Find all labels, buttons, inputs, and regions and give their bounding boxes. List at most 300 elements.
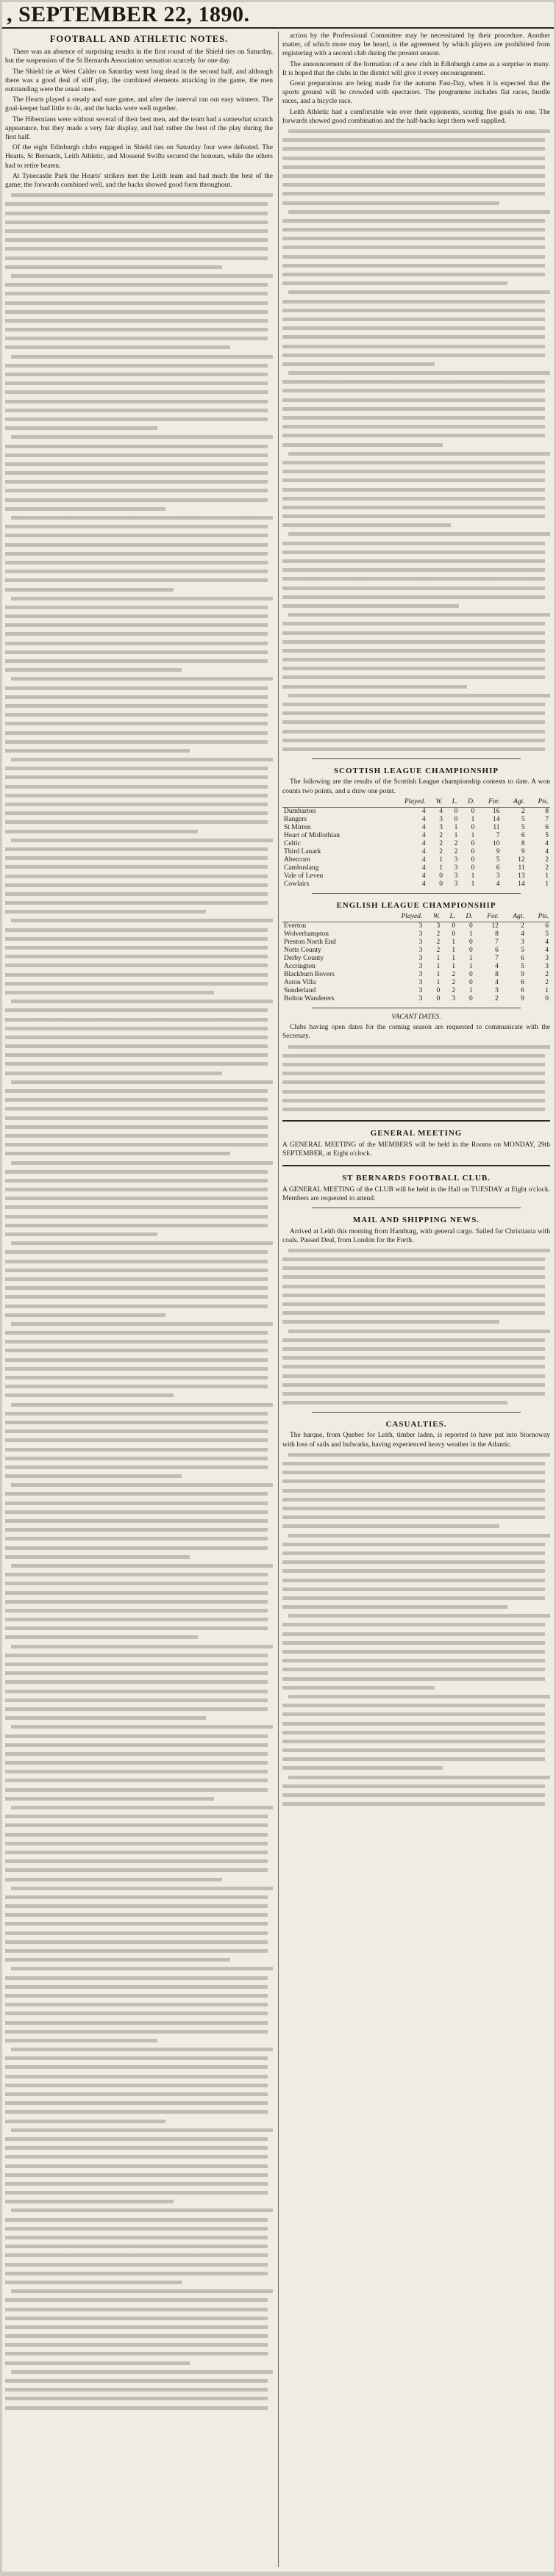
text-line-placeholder <box>11 1723 273 1732</box>
table-cell: 0 <box>471 855 475 864</box>
text-line-placeholder <box>5 1607 268 1615</box>
text-line-placeholder <box>282 736 545 745</box>
text-line-placeholder <box>5 415 268 424</box>
table-cell: 4 <box>421 807 426 815</box>
text-line-placeholder <box>282 342 545 351</box>
article-paragraph: Great preparations are being made for the autumn Fast-Day, when it is expected that the sports ground will be crowded with spectators. The programme includes flat races, hurdle races, and a bicycle race. <box>282 80 550 106</box>
text-line-placeholder <box>5 567 268 576</box>
text-line-placeholder <box>282 279 507 288</box>
text-line-placeholder <box>282 1594 545 1603</box>
text-line-placeholder <box>5 2386 268 2394</box>
table-row <box>282 807 550 816</box>
table-cell: 6 <box>521 954 524 962</box>
text-line-placeholder <box>282 333 545 342</box>
table-cell: 1 <box>471 831 475 839</box>
text-line-placeholder <box>5 326 268 334</box>
table-row <box>282 848 550 856</box>
text-line-placeholder <box>282 1746 545 1755</box>
text-line-placeholder <box>5 1042 268 1051</box>
table-cell: 2 <box>452 978 456 986</box>
text-line-placeholder <box>282 673 545 682</box>
article-paragraph: Of the eight Edinburgh clubs engaged in Shield ties on Saturday four were defeated. The Hearts, St Bernards, Leith Athletic, and Mossend Swifts secured the honours, while the others had to retire beaten. <box>5 144 273 170</box>
table-cell: 2 <box>545 855 549 864</box>
table-cell: 0 <box>439 872 443 880</box>
text-line-placeholder <box>5 1069 222 1078</box>
text-line-placeholder <box>282 1363 545 1371</box>
text-line-placeholder <box>5 1776 268 1785</box>
table-cell: 4 <box>421 855 426 864</box>
text-line-placeholder <box>288 611 550 620</box>
text-line-placeholder <box>5 200 268 209</box>
text-line-placeholder <box>282 459 545 467</box>
text-line-placeholder <box>288 288 550 297</box>
st-bernards-heading: ST BERNARDS FOOTBALL CLUB. <box>342 1173 491 1183</box>
table-cell: Cowlairs <box>284 880 310 888</box>
text-line-placeholder <box>5 1553 190 1562</box>
text-line-placeholder <box>5 2189 268 2198</box>
text-line-placeholder <box>282 387 545 395</box>
text-line-placeholder <box>282 1318 499 1327</box>
text-line-placeholder <box>282 1309 545 1318</box>
text-line-placeholder <box>5 881 268 890</box>
table-header-cell: Pts. <box>526 912 550 922</box>
table-cell: 2 <box>436 930 441 938</box>
text-line-placeholder <box>5 308 268 317</box>
text-line-placeholder <box>11 675 273 684</box>
text-line-placeholder <box>282 476 545 485</box>
text-line-placeholder <box>5 980 268 989</box>
text-line-placeholder <box>282 1800 545 1809</box>
text-line-placeholder <box>5 2037 157 2045</box>
text-line-placeholder <box>5 630 268 639</box>
table-cell: 1 <box>439 855 443 864</box>
text-line-placeholder <box>282 414 545 423</box>
table-cell: 10 <box>493 839 500 847</box>
article-paragraph: Leith Athletic had a comfortable win over their opponents, scoring five goals to one. The forwards showed good combination and the half-backs kept them well supplied. <box>282 108 550 125</box>
text-line-placeholder <box>282 136 545 145</box>
table-cell: 14 <box>518 880 525 888</box>
text-line-placeholder <box>288 1043 550 1052</box>
text-line-placeholder <box>5 334 268 343</box>
text-line-placeholder <box>282 1701 545 1710</box>
table-cell: 4 <box>421 815 426 823</box>
text-line-placeholder <box>282 1720 545 1729</box>
text-line-placeholder <box>5 2063 268 2072</box>
text-line-placeholder <box>5 1454 268 1463</box>
table-cell: 3 <box>418 946 423 954</box>
text-line-placeholder <box>5 531 268 540</box>
table-header-cell: L. <box>444 797 459 808</box>
table-cell: 2 <box>495 994 499 1002</box>
text-line-placeholder <box>5 961 268 970</box>
text-line-placeholder <box>282 1540 545 1549</box>
table-cell: 6 <box>521 978 524 986</box>
table-cell: Preston North End <box>284 938 336 946</box>
text-line-placeholder <box>5 809 268 818</box>
text-line-placeholder <box>5 621 268 630</box>
text-line-placeholder <box>5 1660 268 1669</box>
text-line-placeholder <box>282 1496 545 1504</box>
text-line-placeholder <box>282 1576 545 1585</box>
table-header-cell: D. <box>457 912 474 922</box>
text-line-placeholder <box>5 478 268 487</box>
text-line-placeholder <box>282 1603 507 1612</box>
table-cell: Derby County <box>284 954 324 962</box>
text-line-placeholder <box>5 1410 268 1418</box>
text-line-placeholder <box>5 1902 268 1911</box>
text-line-placeholder <box>282 709 545 718</box>
league-intro: The following are the results of the Scottish League championship contests to date. A won counts two points, and a draw one point. <box>282 778 550 795</box>
text-line-placeholder <box>282 656 545 664</box>
text-line-placeholder <box>282 351 545 360</box>
text-line-placeholder <box>5 2180 268 2189</box>
text-line-placeholder <box>282 1069 545 1078</box>
table-row <box>282 930 550 939</box>
table-cell: 2 <box>439 831 443 839</box>
text-line-placeholder <box>5 1669 268 1678</box>
text-line-placeholder <box>5 2081 268 2090</box>
casualties-text: The barque, from Quebec for Leith, timber laden, is reported to have put into Stornoway with loss of sails and bulwarks, having experienced heavy weather in the Atlantic. <box>282 1432 550 1449</box>
text-line-placeholder <box>11 1804 273 1812</box>
table-cell: 9 <box>521 994 524 1002</box>
table-cell: 3 <box>418 938 423 946</box>
text-line-placeholder <box>5 890 268 899</box>
text-line-placeholder <box>5 469 268 478</box>
table-cell: 0 <box>545 994 549 1002</box>
text-line-placeholder <box>282 1585 545 1594</box>
text-line-placeholder <box>282 1300 545 1309</box>
table-cell: 0 <box>469 946 473 954</box>
text-line-placeholder <box>5 684 268 693</box>
text-line-placeholder <box>288 1612 550 1621</box>
text-line-placeholder <box>5 2135 268 2144</box>
text-line-placeholder <box>288 1693 550 1701</box>
text-line-placeholder <box>282 226 545 234</box>
text-line-placeholder <box>5 1275 268 1284</box>
text-line-placeholder <box>5 1651 268 1660</box>
text-line-placeholder <box>282 1729 545 1737</box>
text-line-placeholder <box>5 828 198 836</box>
text-line-placeholder <box>282 360 435 369</box>
text-line-placeholder <box>282 728 545 736</box>
text-line-placeholder <box>5 2108 268 2117</box>
text-line-placeholder <box>282 566 545 575</box>
text-line-placeholder <box>5 586 174 595</box>
table-cell: 2 <box>454 839 458 847</box>
text-line-placeholder <box>11 353 273 362</box>
text-line-placeholder <box>5 693 268 702</box>
text-line-placeholder <box>11 1884 273 1893</box>
text-line-placeholder <box>5 2242 268 2251</box>
text-line-placeholder <box>5 1705 268 1714</box>
text-line-placeholder <box>5 1750 268 1759</box>
text-line-placeholder <box>5 245 268 254</box>
text-line-placeholder <box>282 298 545 306</box>
text-line-placeholder <box>282 1487 545 1496</box>
text-line-placeholder <box>5 317 268 326</box>
text-line-placeholder <box>282 1657 545 1665</box>
text-line-placeholder <box>5 1051 268 1060</box>
text-line-placeholder <box>288 450 550 459</box>
text-line-placeholder <box>5 1168 268 1177</box>
text-line-placeholder <box>282 405 545 414</box>
text-line-placeholder <box>282 1052 545 1061</box>
st-bernards-notice: A GENERAL MEETING of the CLUB will be held in the Hall on TUESDAY at Eight o'clock. Members are requested to attend. <box>282 1185 550 1203</box>
text-line-placeholder <box>282 718 545 727</box>
text-line-placeholder <box>5 603 268 612</box>
text-line-placeholder <box>5 1615 268 1624</box>
text-line-placeholder <box>5 1266 268 1275</box>
table-row <box>282 963 550 971</box>
text-line-placeholder <box>5 1598 268 1607</box>
text-line-placeholder <box>5 1759 268 1768</box>
table-cell: 7 <box>545 815 549 823</box>
text-line-placeholder <box>282 495 545 503</box>
table-cell: Everton <box>284 922 307 930</box>
column-rule <box>278 32 279 2567</box>
table-cell: 3 <box>439 823 443 831</box>
table-row <box>282 816 550 824</box>
table-row <box>282 872 550 880</box>
table-cell: Abercorn <box>284 855 310 864</box>
table-cell: 0 <box>436 994 441 1002</box>
text-line-placeholder <box>282 1399 507 1407</box>
text-line-placeholder <box>282 1791 545 1800</box>
text-line-placeholder <box>5 1221 268 1230</box>
vacant-dates-heading: VACANT DATES. <box>391 1013 441 1021</box>
text-line-placeholder <box>282 1504 545 1513</box>
table-cell: 5 <box>521 962 524 970</box>
text-line-placeholder <box>5 1329 268 1338</box>
text-line-placeholder <box>5 1365 268 1374</box>
text-line-placeholder <box>11 1078 273 1087</box>
text-line-placeholder <box>5 1732 268 1741</box>
text-line-placeholder <box>5 1508 268 1517</box>
table-cell: Third Lanark <box>284 847 321 855</box>
text-line-placeholder <box>11 1159 273 1168</box>
masthead <box>2 2 554 29</box>
text-filler <box>282 1043 550 1115</box>
text-line-placeholder <box>5 379 268 388</box>
text-line-placeholder <box>282 647 545 656</box>
text-line-placeholder <box>5 424 157 433</box>
text-line-placeholder <box>5 1983 268 1992</box>
text-line-placeholder <box>5 1185 268 1194</box>
table-cell: 3 <box>496 872 500 880</box>
text-line-placeholder <box>5 1579 268 1588</box>
text-line-placeholder <box>5 1114 268 1123</box>
text-line-placeholder <box>282 539 545 548</box>
text-line-placeholder <box>288 1451 550 1460</box>
table-cell: 3 <box>418 986 423 994</box>
table-cell: 0 <box>471 864 475 872</box>
table-cell: 6 <box>545 922 549 930</box>
table-cell: 1 <box>545 986 549 994</box>
table-cell: 4 <box>439 807 443 815</box>
general-meeting-heading: GENERAL MEETING <box>370 1129 463 1138</box>
table-cell: 1 <box>436 978 441 986</box>
table-cell: 5 <box>521 946 524 954</box>
text-line-placeholder <box>5 944 268 952</box>
table-cell: 4 <box>421 864 426 872</box>
text-line-placeholder <box>5 792 268 800</box>
text-line-placeholder <box>5 2225 268 2234</box>
text-line-placeholder <box>5 1302 268 1311</box>
table-cell: Vale of Leven <box>284 872 324 880</box>
text-line-placeholder <box>5 505 165 514</box>
table-row <box>282 840 550 848</box>
text-line-placeholder <box>282 1061 545 1069</box>
table-header-cell: Pts. <box>527 797 550 808</box>
text-line-placeholder <box>5 1741 268 1750</box>
text-line-placeholder <box>5 989 214 997</box>
text-line-placeholder <box>282 503 545 512</box>
text-line-placeholder <box>5 1123 268 1132</box>
table-cell: 9 <box>521 970 524 978</box>
text-line-placeholder <box>282 548 545 557</box>
text-line-placeholder <box>5 2073 268 2081</box>
table-cell: 8 <box>495 970 499 978</box>
table-cell: 3 <box>545 962 549 970</box>
text-line-placeholder <box>11 836 273 845</box>
text-line-placeholder <box>282 1105 545 1114</box>
table-cell: 6 <box>521 986 524 994</box>
text-line-placeholder <box>5 657 268 666</box>
text-line-placeholder <box>11 1401 273 1410</box>
text-line-placeholder <box>5 1374 268 1382</box>
text-line-placeholder <box>282 378 545 387</box>
text-line-placeholder <box>11 1965 273 1973</box>
table-row <box>282 979 550 987</box>
text-line-placeholder <box>5 1248 268 1257</box>
text-line-placeholder <box>5 854 268 863</box>
text-line-placeholder <box>5 2377 268 2386</box>
scottish-league-table <box>282 797 550 889</box>
text-line-placeholder <box>5 1418 268 1427</box>
text-line-placeholder <box>5 720 268 728</box>
text-line-placeholder <box>5 1714 206 1723</box>
text-line-placeholder <box>282 1078 545 1087</box>
table-header-cell: D. <box>459 797 476 808</box>
text-line-placeholder <box>5 1203 268 1212</box>
text-line-placeholder <box>5 1768 268 1776</box>
text-line-placeholder <box>5 559 268 567</box>
text-line-placeholder <box>282 234 545 243</box>
table-row <box>282 955 550 963</box>
text-line-placeholder <box>282 262 545 270</box>
table-header-cell: L. <box>441 912 457 922</box>
text-line-placeholder <box>5 343 230 352</box>
text-line-placeholder <box>5 1517 268 1526</box>
table-cell: 0 <box>436 986 441 994</box>
table-cell: 1 <box>471 880 475 888</box>
text-line-placeholder <box>282 1710 545 1719</box>
table-cell: Cambuslang <box>284 864 319 872</box>
table-row <box>282 939 550 947</box>
text-line-placeholder <box>5 1436 268 1445</box>
table-cell: 1 <box>436 970 441 978</box>
table-cell: 2 <box>521 807 525 815</box>
text-filler <box>282 1246 550 1407</box>
text-line-placeholder <box>5 1311 165 1320</box>
table-cell: 1 <box>469 962 473 970</box>
text-line-placeholder <box>282 1648 545 1657</box>
text-line-placeholder <box>282 1282 545 1291</box>
text-line-placeholder <box>282 1665 545 1674</box>
text-line-placeholder <box>282 745 545 754</box>
text-line-placeholder <box>282 217 545 226</box>
text-line-placeholder <box>282 423 545 431</box>
text-line-placeholder <box>5 935 268 944</box>
text-line-placeholder <box>11 916 273 925</box>
table-cell: 0 <box>469 922 473 930</box>
article-paragraph: The Hearts played a steady and sure game, and after the interval ran out easy winners. The goal-keeper had little to do, and the backs were well together. <box>5 96 273 113</box>
text-line-placeholder <box>282 620 545 628</box>
table-cell: 9 <box>521 847 525 855</box>
article-paragraph: There was an absence of surprising results in the first round of the Shield ties on Saturday, but the suspension of the St Bernards Association sensation scarcely for one day. <box>5 49 273 65</box>
text-line-placeholder <box>5 863 268 872</box>
text-line-placeholder <box>288 208 550 217</box>
text-line-placeholder <box>282 629 545 638</box>
text-line-placeholder <box>5 1633 198 1642</box>
text-line-placeholder <box>11 2126 273 2135</box>
table-cell: 5 <box>521 823 525 831</box>
text-line-placeholder <box>282 1477 545 1486</box>
text-line-placeholder <box>5 2153 268 2161</box>
text-line-placeholder <box>282 1567 545 1576</box>
table-cell: 4 <box>521 930 524 938</box>
text-line-placeholder <box>5 2009 268 2018</box>
table-cell: 4 <box>545 847 549 855</box>
text-line-placeholder <box>5 2216 268 2225</box>
table-cell: 3 <box>418 978 423 986</box>
text-line-placeholder <box>5 2394 268 2403</box>
section-rule <box>312 758 521 759</box>
table-cell: 2 <box>521 922 524 930</box>
text-line-placeholder <box>282 1522 499 1531</box>
table-cell: 3 <box>454 855 458 864</box>
text-line-placeholder <box>282 1088 545 1097</box>
text-line-placeholder <box>5 370 268 379</box>
text-line-placeholder <box>282 315 545 324</box>
text-line-placeholder <box>5 952 268 961</box>
text-line-placeholder <box>5 1535 268 1543</box>
text-line-placeholder <box>282 1513 545 1522</box>
table-cell: Blackburn Rovers <box>284 970 335 978</box>
table-cell: 4 <box>421 847 426 855</box>
table-row <box>282 947 550 955</box>
scottish-league-title: SCOTTISH LEAGUE CHAMPIONSHIP <box>333 767 499 776</box>
table-cell: Aston Villa <box>284 978 316 986</box>
text-line-placeholder <box>5 926 268 935</box>
text-line-placeholder <box>282 306 545 315</box>
text-line-placeholder <box>5 1956 230 1965</box>
text-line-placeholder <box>282 396 545 405</box>
table-cell: Rangers <box>284 815 307 823</box>
table-row <box>282 995 550 1003</box>
text-line-placeholder <box>282 1630 545 1639</box>
table-cell: 4 <box>421 839 426 847</box>
table-cell: 13 <box>518 872 525 880</box>
text-line-placeholder <box>11 756 273 764</box>
text-line-placeholder <box>5 1866 268 1875</box>
table-cell: 1 <box>436 954 441 962</box>
text-line-placeholder <box>5 1105 268 1113</box>
text-line-placeholder <box>5 899 268 908</box>
table-cell: 4 <box>421 880 426 888</box>
table-cell: 2 <box>454 847 458 855</box>
table-cell: 3 <box>436 922 441 930</box>
